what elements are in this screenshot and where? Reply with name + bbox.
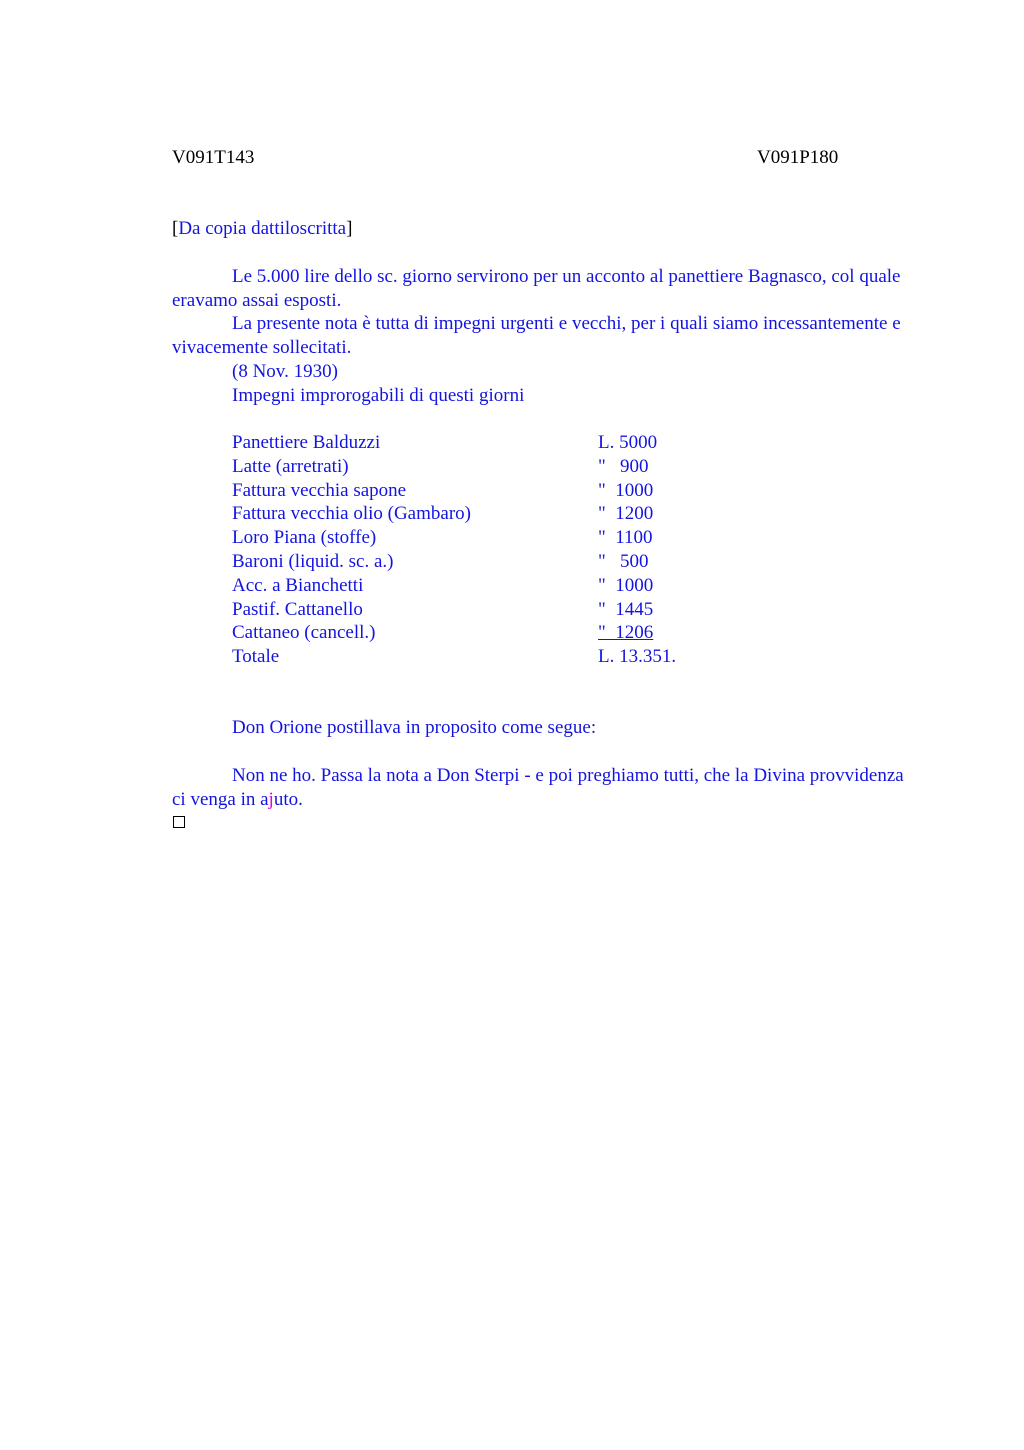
expense-row [232,621,692,645]
expense-label: Cattaneo (cancell.) [232,622,376,644]
document-code-right: V091P180 [757,147,839,168]
closing-highlight-letter: j [268,789,274,810]
source-note-close-bracket: ] [346,218,353,239]
expense-amount: " 1445 [598,598,654,620]
list-subtitle: Impegni improrogabili di questi giorni [232,385,525,406]
expense-row [232,598,692,622]
end-square-icon [173,816,185,828]
expense-amount: " 1000 [598,479,654,501]
expense-row [232,526,692,550]
note-date: (8 Nov. 1930) [232,361,338,382]
expense-amount: " 1100 [598,527,653,549]
expense-label: Acc. a Bianchetti [232,574,364,596]
expense-label: Pastif. Cattanello [232,598,363,620]
postil-intro: Don Orione postillava in proposito come segue: [232,717,597,738]
expense-amount: " 500 [598,550,649,572]
expense-amount: L. 5000 [598,432,658,453]
source-note-text: Da copia dattiloscritta [178,218,347,239]
expense-amount: " 1206 [598,622,654,644]
expense-amount: " 1000 [598,574,654,596]
expense-row [232,479,692,503]
expense-total-row [232,645,692,669]
expense-amount: " 900 [598,455,649,477]
closing-paragraph [172,764,912,812]
expense-label: Panettiere Balduzzi [232,432,381,453]
closing-text-end: uto. [273,789,303,810]
expense-list [232,431,692,669]
expense-row [232,502,692,526]
document-code-left: V091T143 [172,147,255,168]
expense-row [232,550,692,574]
expense-label: Loro Piana (stoffe) [232,527,377,549]
expense-label: Fattura vecchia olio (Gambaro) [232,503,471,525]
expense-label: Baroni (liquid. sc. a.) [232,550,394,572]
total-label: Totale [232,646,280,668]
paragraph-urgent-note: La presente nota è tutta di impegni urgenti e vecchi, per i quali siamo incessantemente e vivacemente sollecitati. [172,313,901,358]
expense-label: Latte (arretrati) [232,455,349,477]
expense-row [232,455,692,479]
total-amount: L. 13.351. [598,646,677,668]
source-note [172,217,352,241]
expense-label: Fattura vecchia sapone [232,479,407,501]
source-note-open-bracket: [ [172,218,179,239]
paragraph-payment-note: Le 5.000 lire dello sc. giorno servirono per un acconto al panettiere Bagnasco, col quale eravamo assai esposti. [172,266,901,311]
expense-row [232,431,692,455]
closing-text: Non ne ho. Passa la nota a Don Sterpi - e poi preghiamo tutti, che la Divina provvidenza ci venga in a [172,765,904,810]
expense-amount: " 1200 [598,503,654,525]
expense-row [232,574,692,598]
